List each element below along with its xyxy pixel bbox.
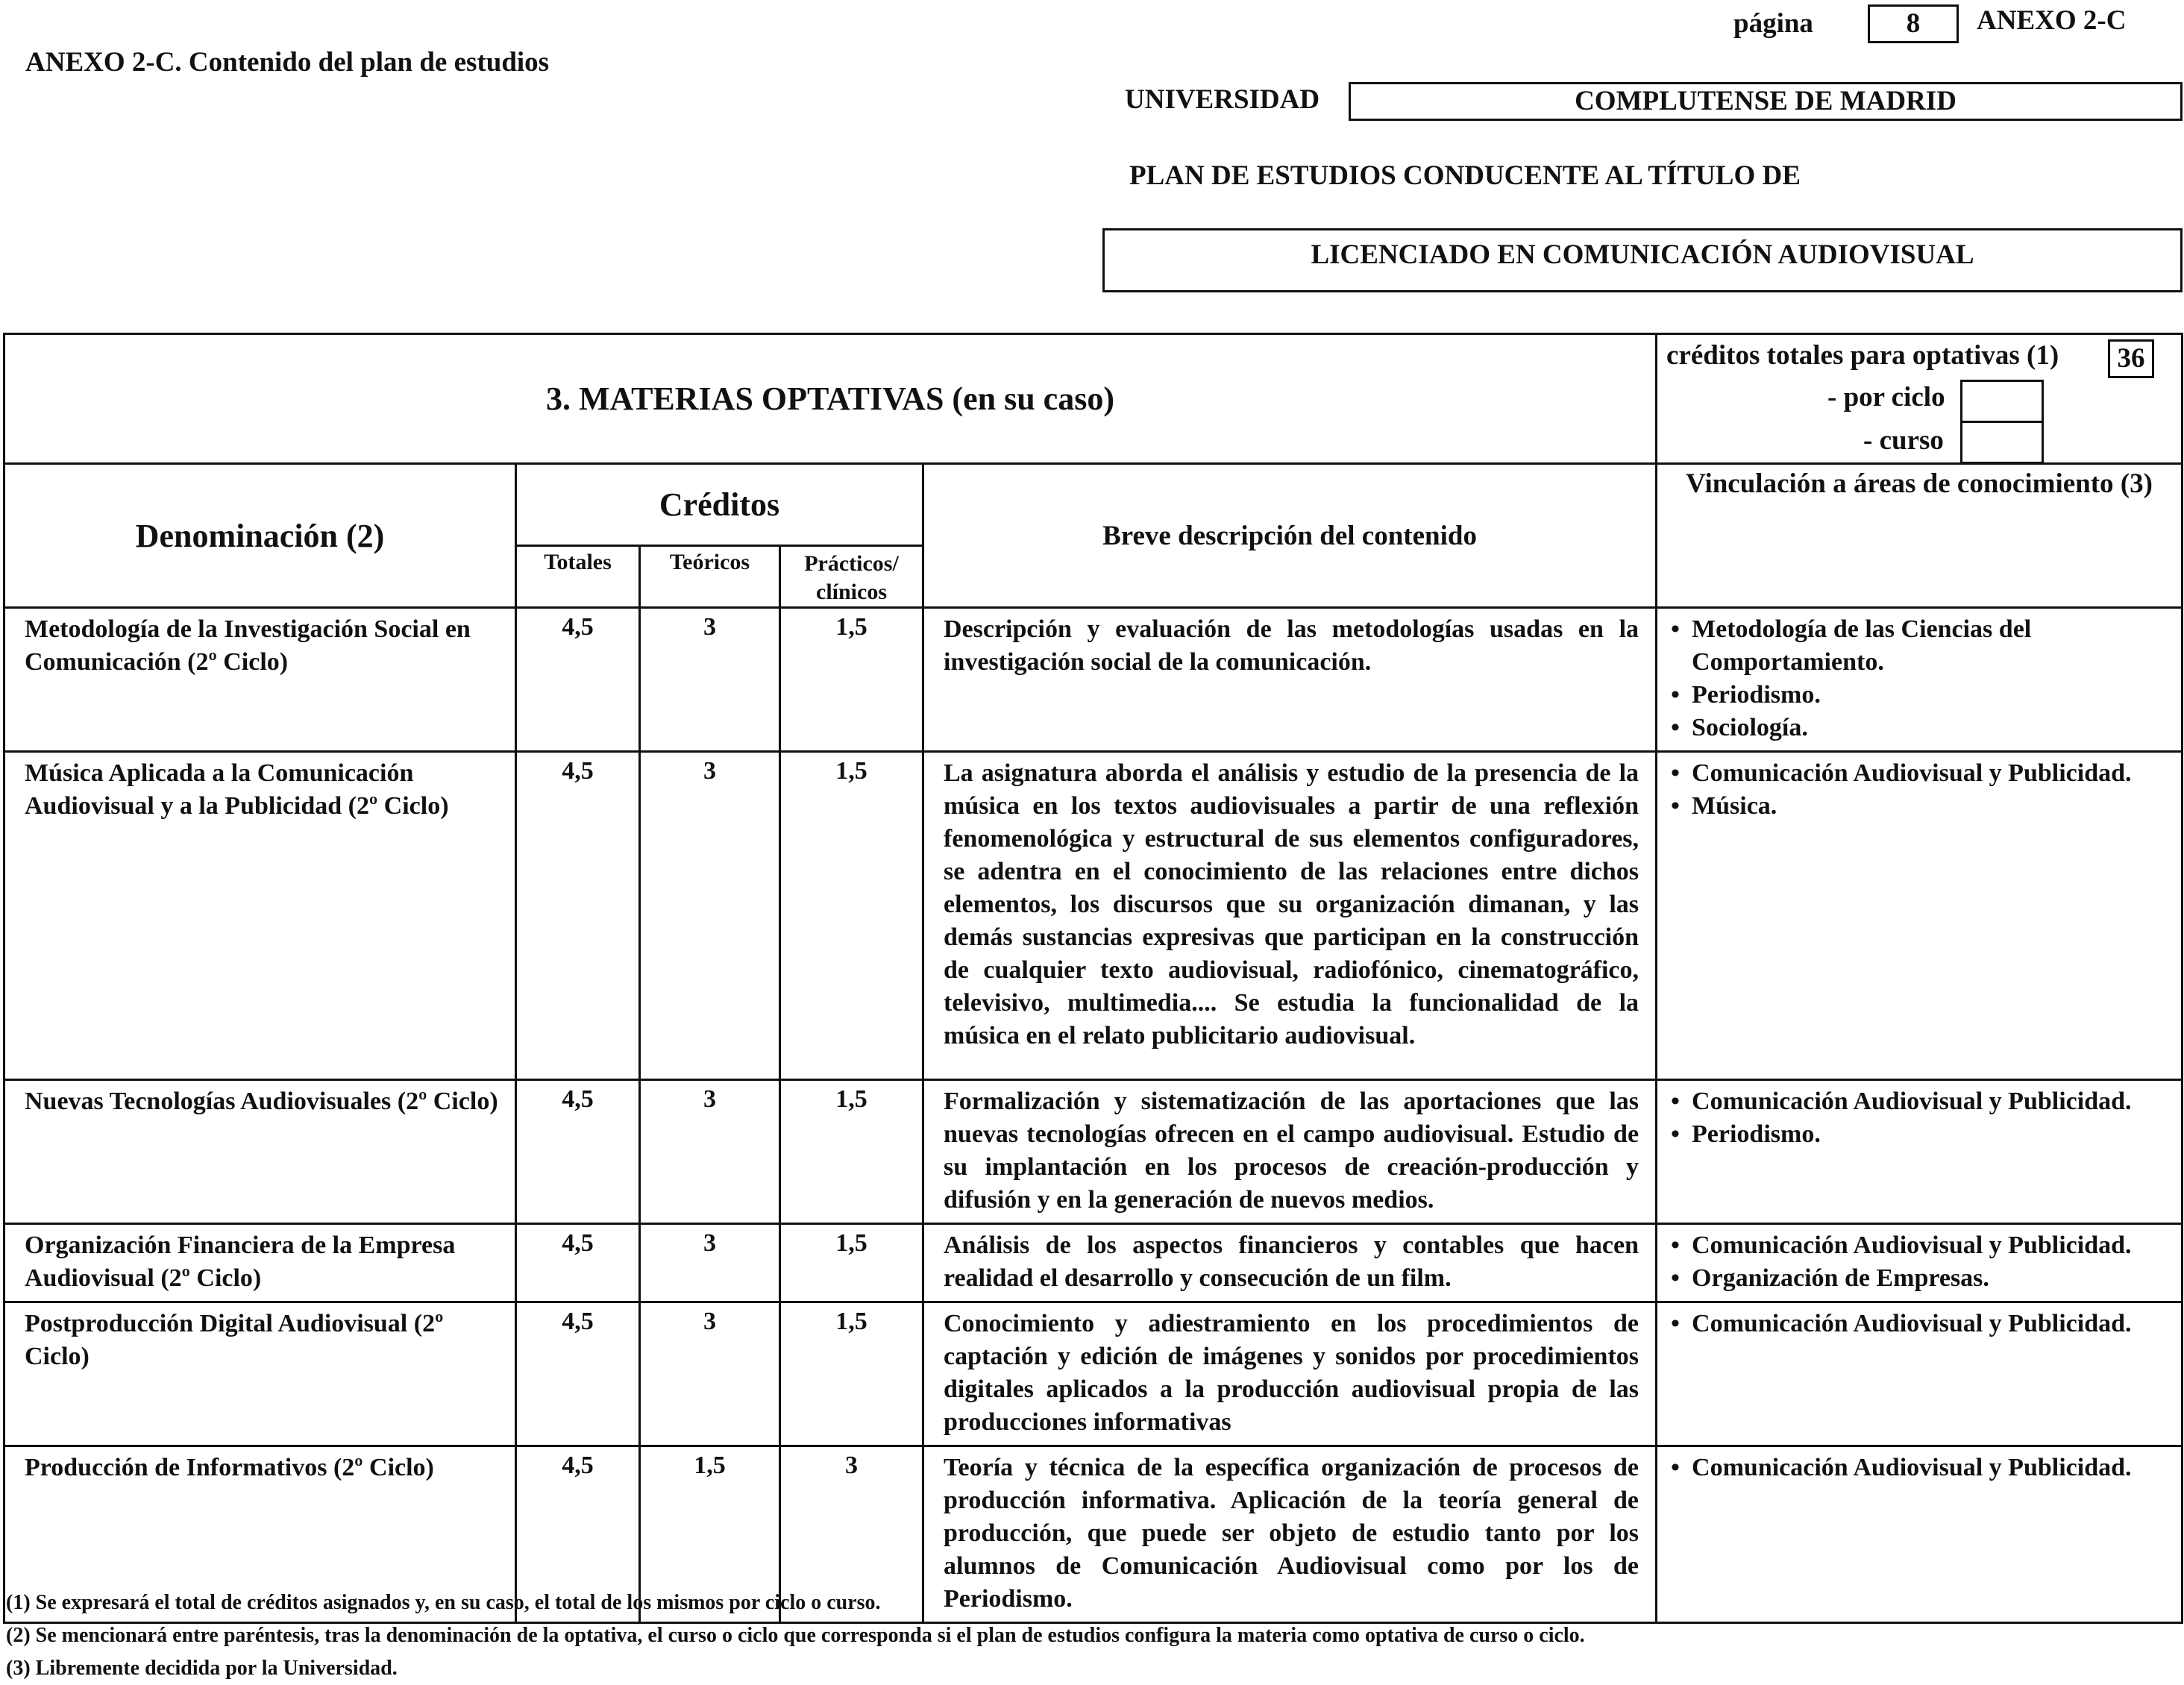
practicos-cell: 1,5 <box>780 1224 923 1302</box>
col-vinculacion: Vinculación a áreas de conocimiento (3) <box>1657 464 2183 608</box>
denominacion-cell: Organización Financiera de la Empresa Audiovisual (2º Ciclo) <box>4 1224 516 1302</box>
area-item: • Comunicación Audiovisual y Publicidad. <box>1671 757 2165 790</box>
footnote-3: (3) Libremente decidida por la Universidad. <box>6 1657 398 1680</box>
curso-label: - curso <box>1863 425 1944 456</box>
teoricos-cell: 3 <box>640 752 780 1080</box>
area-item: • Comunicación Audiovisual y Publicidad. <box>1671 1229 2165 1262</box>
teoricos-cell: 3 <box>640 1080 780 1224</box>
por-ciclo-label: - por ciclo <box>1827 382 1945 412</box>
area-item: • Comunicación Audiovisual y Publicidad. <box>1671 1308 2165 1340</box>
practicos-cell: 1,5 <box>780 752 923 1080</box>
denominacion-cell: Música Aplicada a la Comunicación Audiovisual y a la Publicidad (2º Ciclo) <box>4 752 516 1080</box>
descripcion-cell: Teoría y técnica de la específica organización de procesos de producción informativa. Aplicación de la teoría general de producción, que puede ser objeto de estudio tanto por los alumnos de Comunicación Audiovisual como por los de Periodismo. <box>923 1446 1657 1623</box>
curso-box <box>1960 421 2044 464</box>
area-item: • Periodismo. <box>1671 679 2165 712</box>
area-item: • Comunicación Audiovisual y Publicidad. <box>1671 1085 2165 1118</box>
descripcion-cell: Descripción y evaluación de las metodologías usadas en la investigación social de la comunicación. <box>923 608 1657 752</box>
denominacion-cell: Producción de Informativos (2º Ciclo) <box>4 1446 516 1623</box>
area-item: • Sociología. <box>1671 712 2165 744</box>
teoricos-cell: 3 <box>640 608 780 752</box>
table-row <box>4 1080 2183 1224</box>
creditos-panel <box>1657 334 2183 464</box>
totales-cell: 4,5 <box>516 752 640 1080</box>
totales-cell: 4,5 <box>516 1302 640 1446</box>
teoricos-cell: 3 <box>640 1224 780 1302</box>
areas-cell <box>1657 1224 2183 1302</box>
teoricos-cell: 1,5 <box>640 1446 780 1623</box>
creditos-totales-value: 36 <box>2108 339 2154 378</box>
denominacion-cell: Nuevas Tecnologías Audiovisuales (2º Ciclo) <box>4 1080 516 1224</box>
anexo-label: ANEXO 2-C <box>1977 5 2127 36</box>
titulo-value: LICENCIADO EN COMUNICACIÓN AUDIOVISUAL <box>1102 228 2183 292</box>
practicos-cell: 3 <box>780 1446 923 1623</box>
col-descripcion: Breve descripción del contenido <box>923 464 1657 608</box>
areas-cell <box>1657 1446 2183 1623</box>
totales-cell: 4,5 <box>516 608 640 752</box>
area-item: • Periodismo. <box>1671 1118 2165 1151</box>
practicos-cell: 1,5 <box>780 1080 923 1224</box>
plan-label: PLAN DE ESTUDIOS CONDUCENTE AL TÍTULO DE <box>1129 160 1801 191</box>
footnotes <box>6 1587 1585 1685</box>
col-teoricos: Teóricos <box>640 546 780 608</box>
practicos-cell: 1,5 <box>780 1302 923 1446</box>
table-row <box>4 752 2183 1080</box>
descripcion-cell: Conocimiento y adiestramiento en los procedimientos de captación y edición de imágenes y sonidos por procedimientos digitales aplicados a la producción audiovisual propia de las producciones informativas <box>923 1302 1657 1446</box>
practicos-cell: 1,5 <box>780 608 923 752</box>
areas-cell <box>1657 1080 2183 1224</box>
area-item: • Música. <box>1671 790 2165 823</box>
universidad-value: COMPLUTENSE DE MADRID <box>1349 82 2183 121</box>
area-item: • Organización de Empresas. <box>1671 1262 2165 1295</box>
anexo-title: ANEXO 2-C. Contenido del plan de estudios <box>25 47 550 78</box>
universidad-label: UNIVERSIDAD <box>1125 84 1320 115</box>
totales-cell: 4,5 <box>516 1080 640 1224</box>
totales-cell: 4,5 <box>516 1224 640 1302</box>
area-item: • Comunicación Audiovisual y Publicidad. <box>1671 1452 2165 1484</box>
descripcion-cell: Formalización y sistematización de las aportaciones que las nuevas tecnologías ofrecen en el campo audiovisual. Estudio de su implantación en los procesos de creación-producción y difusión y en la generación de nuevos medios. <box>923 1080 1657 1224</box>
section-title: 3. MATERIAS OPTATIVAS (en su caso) <box>4 334 1657 464</box>
pagina-number: 8 <box>1868 4 1959 43</box>
teoricos-cell: 3 <box>640 1302 780 1446</box>
col-totales: Totales <box>516 546 640 608</box>
area-item: • Metodología de las Ciencias del Comportamiento. <box>1671 613 2165 679</box>
pagina-label: página <box>1733 8 1813 39</box>
col-denominacion: Denominación (2) <box>4 464 516 608</box>
col-practicos: Prácticos/ clínicos <box>780 546 923 608</box>
areas-cell <box>1657 608 2183 752</box>
descripcion-cell: Análisis de los aspectos financieros y contables que hacen realidad el desarrollo y consecución de un film. <box>923 1224 1657 1302</box>
denominacion-cell: Metodología de la Investigación Social en Comunicación (2º Ciclo) <box>4 608 516 752</box>
table-row <box>4 1302 2183 1446</box>
col-creditos: Créditos <box>516 464 923 546</box>
denominacion-cell: Postproducción Digital Audiovisual (2º Ciclo) <box>4 1302 516 1446</box>
areas-cell <box>1657 1302 2183 1446</box>
optativas-table <box>3 333 2183 1624</box>
areas-cell <box>1657 752 2183 1080</box>
table-row <box>4 608 2183 752</box>
footnote-2: (2) Se mencionará entre paréntesis, tras la denominación de la optativa, el curso o ciclo que corresponda si el plan de estudios configura la materia como optativa de curso o ciclo. <box>6 1624 1585 1647</box>
por-ciclo-box <box>1960 380 2044 423</box>
totales-cell: 4,5 <box>516 1446 640 1623</box>
descripcion-cell: La asignatura aborda el análisis y estudio de la presencia de la música en los textos audiovisuales a partir de una reflexión fenomenológica y estructural de sus elementos configuradores, se adentra en el conocimiento de las relaciones entre dichos elementos, los discursos que su organización dimanan, y las demás sustancias expresivas que participan en la construcción de cualquier texto audiovisual, radiofónico, cinematográfico, televisivo, multimedia.... Se estudia la funcionalidad de la música en el relato publicitario audiovisual. <box>923 752 1657 1080</box>
footnote-1: (1) Se expresará el total de créditos asignados y, en su caso, el total de los mismos por ciclo o curso. <box>6 1591 881 1614</box>
table-row <box>4 1224 2183 1302</box>
creditos-totales-label: créditos totales para optativas (1) <box>1666 340 2059 371</box>
